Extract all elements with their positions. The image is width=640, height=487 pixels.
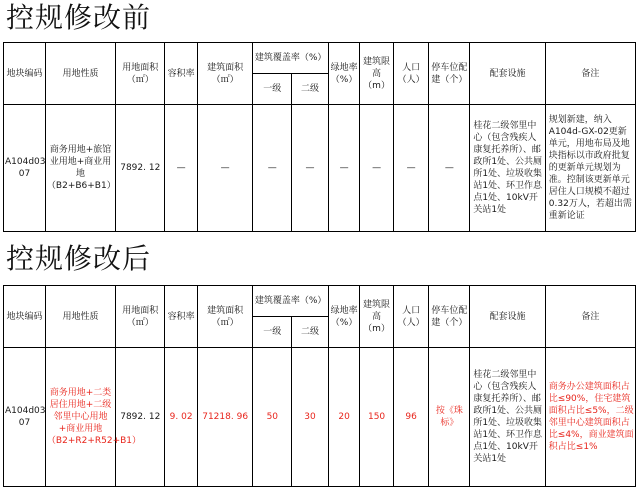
header-parking: 停车位配建（个） (429, 43, 470, 105)
header-parking: 停车位配建（个） (429, 286, 470, 348)
cell-height: 150 (360, 348, 394, 487)
cell-height: — (360, 105, 394, 232)
cell-green: 20 (328, 348, 359, 487)
cell-population: — (393, 105, 429, 232)
cell-land-area: 7892. 12 (116, 348, 165, 487)
header-coverage-level-1: 一级 (253, 74, 292, 105)
header-green: 绿地率（%） (328, 43, 359, 105)
table-after (3, 285, 636, 487)
cell-parking: — (429, 105, 470, 232)
header-coverage: 建筑覆盖率（%） (253, 43, 328, 74)
header-remarks: 备注 (545, 43, 635, 105)
header-land-area: 用地面积（㎡） (116, 43, 165, 105)
cell-remarks: 商务办公建筑面积占比≤90%，住宅建筑面积占比≤5%，二级邻里中心建筑面积占比≤4%，商业建筑面积占比≤1% (545, 348, 635, 487)
header-land-use: 用地性质 (45, 43, 115, 105)
cell-land-use: 商务用地+二类居住用地+二级邻里中心用地+商业用地（B2+R2+R52+B1） (45, 348, 115, 487)
cell-far: 9. 02 (165, 348, 197, 487)
header-facilities: 配套设施 (470, 286, 545, 348)
header-height: 建筑限高（m） (360, 286, 394, 348)
header-coverage-level-2: 二级 (292, 317, 329, 348)
title-after: 控规修改后 (6, 242, 152, 275)
title-before: 控规修改前 (6, 1, 152, 34)
cell-building-area: 71218. 96 (197, 348, 253, 487)
cell-coverage-level-1: — (253, 105, 292, 232)
table-row (4, 105, 636, 232)
cell-coverage-level-1: 50 (253, 348, 292, 487)
header-coverage: 建筑覆盖率（%） (253, 286, 328, 317)
cell-green: — (328, 105, 359, 232)
header-population: 人口（人） (393, 286, 429, 348)
cell-land-use: 商务用地+旅馆业用地+商业用地（B2+B6+B1） (45, 105, 115, 232)
header-population: 人口（人） (393, 43, 429, 105)
cell-coverage-level-2: — (292, 105, 329, 232)
header-plot-id: 地块编码 (4, 286, 46, 348)
header-plot-id: 地块编码 (4, 43, 46, 105)
header-building-area: 建筑面积（㎡） (197, 43, 253, 105)
header-far: 容积率 (165, 286, 197, 348)
header-land-use: 用地性质 (45, 286, 115, 348)
cell-facilities: 桂花二级邻里中心（包含残疾人康复托养所）、邮政所1处、公共厕所1处、垃圾收集站1处、环卫作息点1处、10kV开关站1处 (470, 348, 545, 487)
cell-plot-id: A104d03 07 (4, 348, 46, 487)
cell-plot-id: A104d03 07 (4, 105, 46, 232)
cell-far: — (165, 105, 197, 232)
header-height: 建筑限高（m） (360, 43, 394, 105)
cell-building-area: — (197, 105, 253, 232)
header-coverage-level-1: 一级 (253, 317, 292, 348)
cell-land-area: 7892. 12 (116, 105, 165, 232)
header-facilities: 配套设施 (470, 43, 545, 105)
cell-parking: 按《珠标》 (429, 348, 470, 487)
header-land-area: 用地面积（㎡） (116, 286, 165, 348)
cell-population: 96 (393, 348, 429, 487)
header-building-area: 建筑面积（㎡） (197, 286, 253, 348)
header-remarks: 备注 (545, 286, 635, 348)
cell-remarks: 规划新建，纳入A104d-GX-02更新单元，用地布局及地块指标以市政府批复的更新单元规划为准。控制该更新单元居住人口规模不超过0.32万人，若超出需重新论证 (545, 105, 635, 232)
table-before (3, 42, 636, 232)
header-coverage-level-2: 二级 (292, 74, 329, 105)
header-green: 绿地率（%） (328, 286, 359, 348)
cell-facilities: 桂花二级邻里中心（包含残疾人康复托养所）、邮政所1处、公共厕所1处、垃圾收集站1处、环卫作息点1处、10kV开关站1处 (470, 105, 545, 232)
cell-coverage-level-2: 30 (292, 348, 329, 487)
header-far: 容积率 (165, 43, 197, 105)
table-row (4, 348, 636, 487)
